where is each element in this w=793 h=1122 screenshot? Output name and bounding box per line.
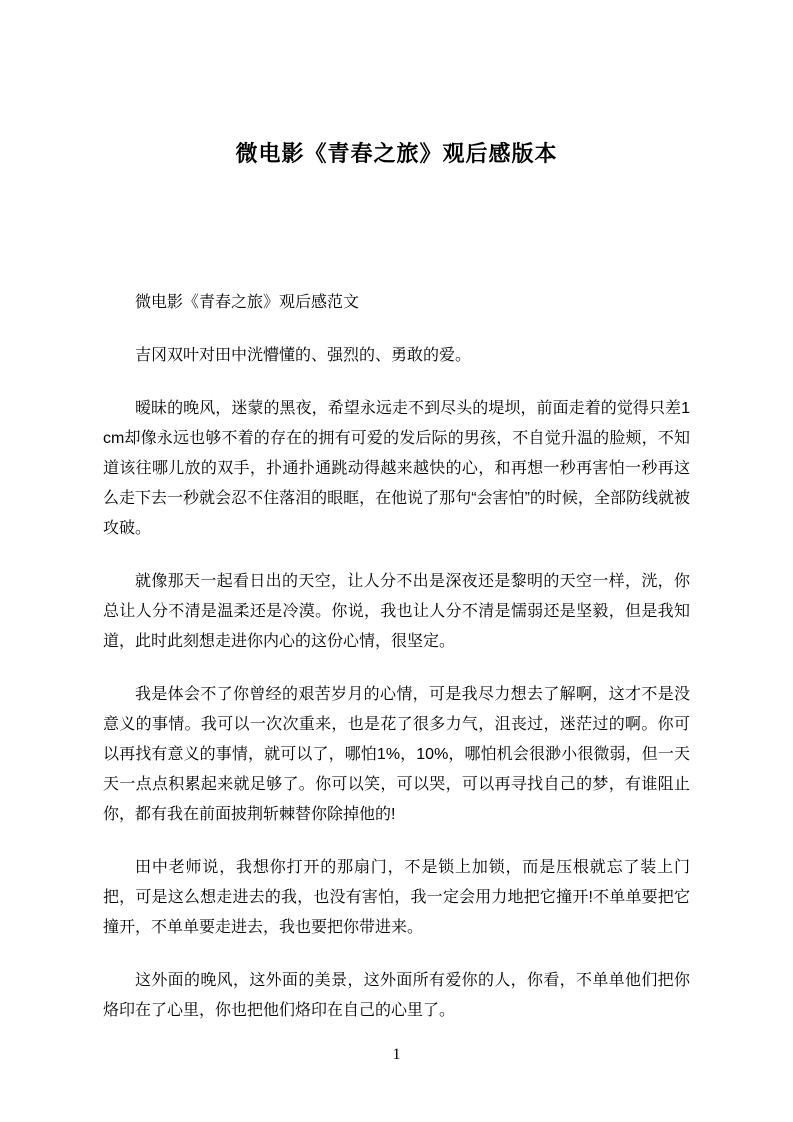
paragraph-body-4: 田中老师说，我想你打开的那扇门，不是锁上加锁，而是压根就忘了装上门把，可是这么想走进去的我，也没有害怕，我一定会用力地把它撞开!不单单要把它撞开，不单单要走进去，我也要把你带进来。: [103, 859, 690, 936]
document-body: [103, 288, 690, 1026]
paragraph-body-5: 这外面的晚风，这外面的美景，这外面所有爱你的人，你看，不单单他们把你烙印在了心里，你也把他们烙印在自己的心里了。: [103, 972, 690, 1019]
paragraph-body-2: 就像那天一起看日出的天空，让人分不出是深夜还是黎明的天空一样，洸，你总让人分不清是温柔还是冷漠。你说，我也让人分不清是懦弱还是坚毅，但是我知道，此时此刻想走进你内心的这份心情，很坚定。: [103, 573, 690, 650]
paragraph-intro: 吉冈双叶对田中洸懵懂的、强烈的、勇敢的爱。: [135, 347, 472, 364]
paragraph-body-1: 暧昧的晚风，迷蒙的黑夜，希望永远走不到尽头的堤坝，前面走着的觉得只差1cm却像永远也够不着的存在的拥有可爱的发后际的男孩，不自觉升温的脸颊，不知道该往哪儿放的双手，扑通扑通跳动得越来越快的心，和再想一秒再害怕一秒再这么走下去一秒就会忍不住落泪的眼眶，在他说了那句“会害怕”的时候，全部防线就被攻破。: [103, 400, 690, 537]
paragraph-body-3: 我是体会不了你曾经的艰苦岁月的心情，可是我尽力想去了解啊，这才不是没意义的事情。我可以一次次重来，也是花了很多力气，沮丧过，迷茫过的啊。你可以再找有意义的事情，就可以了，哪怕1%，10%，哪怕机会很渺小很微弱，但一天天一点点积累起来就足够了。你可以笑，可以哭，可以再寻找自己的梦，有谁阻止你，都有我在前面披荆斩棘替你除掉他的!: [103, 686, 690, 823]
document-title: 微电影《青春之旅》观后感版本: [235, 141, 558, 166]
page-number: 1: [392, 1046, 401, 1063]
paragraph-subtitle: 微电影《青春之旅》观后感范文: [135, 294, 360, 311]
